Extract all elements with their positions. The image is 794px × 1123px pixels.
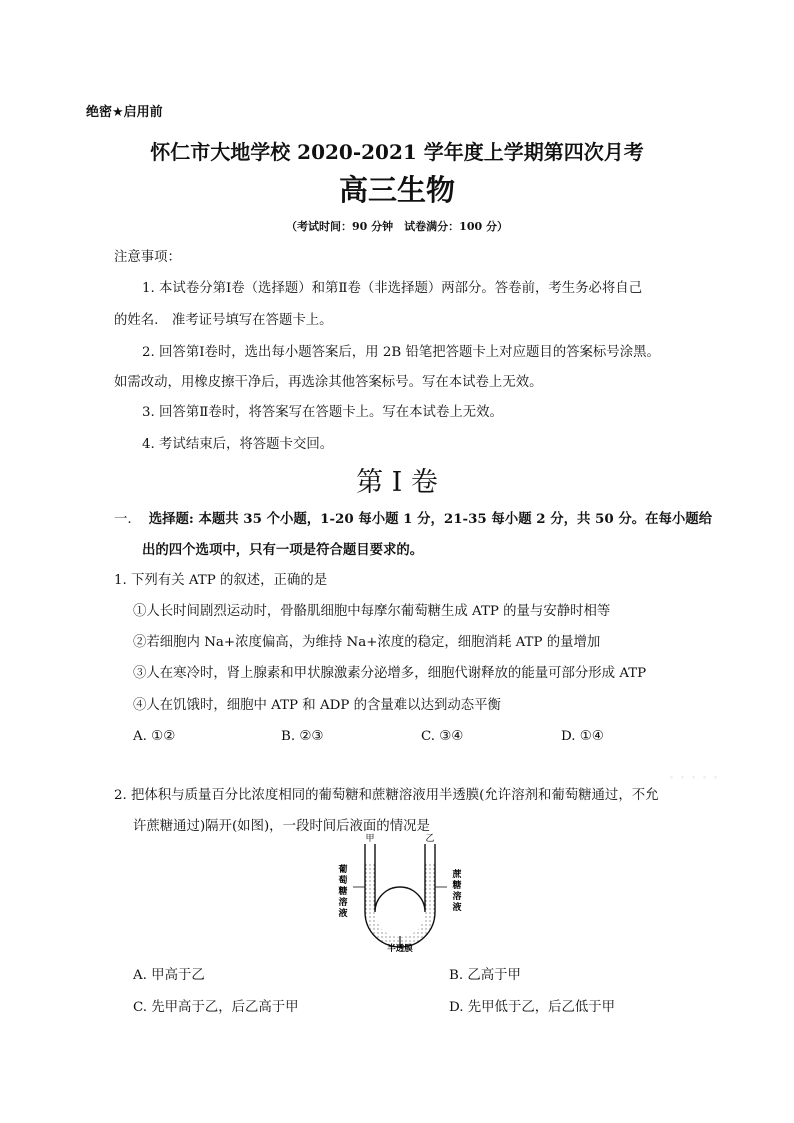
question-1-choice-d: D. ①④ <box>561 729 604 744</box>
label-glucose-5: 液 <box>338 909 348 919</box>
label-glucose-2: 萄 <box>338 876 348 886</box>
notice-item-4: 4. 考试结束后，将答题卡交回。 <box>142 437 334 452</box>
label-yi: 乙 <box>425 834 435 844</box>
question-2-stem-cont: 许蔗糖通过)隔开(如图)，一段时间后液面的情况是 <box>133 819 430 834</box>
question-1-choice-c: C. ③④ <box>421 729 464 744</box>
label-sucrose-4: 液 <box>452 903 462 913</box>
section-instruction-line1: 选择题: 本题共 35 个小题，1-20 每小题 1 分，21-35 每小题 2 分，共 50 分。在每小题给 <box>148 511 713 527</box>
question-2-choice-c: C. 先甲高于乙，后乙高于甲 <box>133 1000 299 1015</box>
question-1-choice-a: A. ①② <box>133 729 176 744</box>
question-1-choice-b: B. ②③ <box>281 729 324 744</box>
question-1-statement-4: ④人在饥饿时，细胞中 ATP 和 ADP 的含量难以达到动态平衡 <box>133 698 501 713</box>
label-jia: 甲 <box>365 834 375 844</box>
label-sucrose-3: 溶 <box>452 892 462 902</box>
u-tube-inner-wall <box>375 844 425 912</box>
question-1-statement-2: ②若细胞内 Na+浓度偏高，为维持 Na+浓度的稳定，细胞消耗 ATP 的量增加 <box>133 635 601 650</box>
section-instruction-line2-text: 出的四个选项中，只有一项是符合题目要求的。 <box>142 542 424 558</box>
label-glucose-4: 溶 <box>338 898 348 908</box>
notice-item-1-cont: 的姓名. 准考证号填写在答题卡上。 <box>114 313 333 328</box>
question-1-stem: 1. 下列有关 ATP 的叙述，正确的是 <box>114 573 328 588</box>
notice-heading: 注意事项： <box>114 250 181 265</box>
label-sucrose-1: 蔗 <box>452 870 462 880</box>
notice-item-2-cont: 如需改动，用橡皮擦干净后，再选涂其他答案标号。写在本试卷上无效。 <box>114 375 543 390</box>
notice-item-1: 1. 本试卷分第Ⅰ卷（选择题）和第Ⅱ卷（非选择题）两部分。答卷前，考生务必将自己 <box>142 281 643 296</box>
question-1-statement-3: ③人在寒冷时，肾上腺素和甲状腺激素分泌增多，细胞代谢释放的能量可部分形成 ATP <box>133 666 647 681</box>
notice-item-2: 2. 回答第Ⅰ卷时，选出每小题答案后，用 2B 铅笔把答题卡上对应题目的答案标号涂黑。 <box>142 345 660 360</box>
notice-item-3: 3. 回答第Ⅱ卷时，将答案写在答题卡上。写在本试卷上无效。 <box>142 405 503 420</box>
label-glucose-1: 葡 <box>338 865 348 875</box>
watermark: ····· <box>668 766 723 791</box>
school-exam-title: 怀仁市大地学校 2020-2021 学年度上学期第四次月考 <box>150 140 644 164</box>
section-instruction <box>114 510 712 529</box>
label-membrane: 半透膜 <box>387 944 413 952</box>
question-2-choice-b: B. 乙高于甲 <box>449 968 521 983</box>
subject-title: 高三生物 <box>338 173 455 207</box>
question-2-choice-d: D. 先甲低于乙，后乙低于甲 <box>449 1000 616 1015</box>
question-2-stem: 2. 把体积与质量百分比浓度相同的葡萄糖和蔗糖溶液用半透膜(允许溶剂和葡萄糖通过，不允 <box>114 788 659 803</box>
label-sucrose-2: 糖 <box>452 881 462 891</box>
secret-mark: 绝密★启用前 <box>86 105 163 120</box>
section-number: 一. <box>114 512 132 527</box>
section-title: 第 I 卷 <box>356 467 438 498</box>
question-1-statement-1: ①人长时间剧烈运动时，骨骼肌细胞中每摩尔葡萄糖生成 ATP 的量与安静时相等 <box>133 604 611 619</box>
exam-info: （考试时间：90 分钟 试卷满分：100 分） <box>286 220 508 233</box>
question-2-choice-a: A. 甲高于乙 <box>133 968 205 983</box>
label-glucose-3: 糖 <box>338 887 348 897</box>
section-instruction-line2 <box>142 541 423 560</box>
u-tube-diagram <box>325 832 475 952</box>
